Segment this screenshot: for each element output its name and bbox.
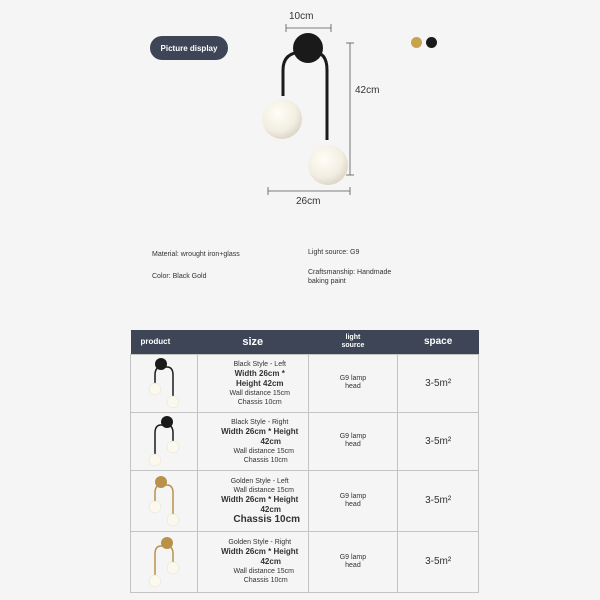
size-dimension-line1: Width 26cm * Height — [221, 495, 299, 504]
craftsmanship-line2: baking paint — [308, 278, 346, 285]
size-dimension-line1: Width 26cm * Height — [221, 426, 299, 436]
style-name: Golden Style - Left — [230, 478, 289, 485]
light-source-cell — [308, 412, 398, 470]
size-dimension-line1: Width 26cm * Height — [221, 547, 299, 556]
light-line1: G9 lamp — [339, 375, 367, 382]
color-spec: Color: Black Gold — [152, 273, 207, 280]
lamp-dimension-diagram — [255, 20, 365, 205]
golden-right-lamp-thumbnail — [147, 536, 181, 588]
light-source-cell — [308, 470, 398, 531]
chassis-size: Chassis 10cm — [243, 456, 288, 464]
chassis-size: Chassis 10cm — [233, 514, 301, 525]
light-line1: G9 lamp — [339, 433, 367, 440]
style-name: Golden Style - Right — [228, 539, 292, 546]
product-thumbnail-cell — [131, 470, 198, 531]
wall-distance: Wall distance 15cm — [233, 447, 294, 455]
black-right-lamp-thumbnail — [147, 415, 181, 467]
size-dimension-line2: 42cm — [260, 436, 281, 446]
size-cell — [197, 412, 308, 470]
chassis-size: Chassis 10cm — [237, 398, 282, 406]
table-row — [131, 531, 479, 592]
width-top-dimension-line — [286, 24, 331, 32]
black-left-lamp-thumbnail — [147, 357, 181, 409]
size-dimension-line2: 42cm — [260, 557, 281, 566]
product-thumbnail-cell — [131, 354, 198, 412]
header-space: space — [398, 330, 479, 354]
size-dimension-line1: Width 26cm * — [234, 368, 285, 378]
space-cell: 3-5m² — [398, 354, 479, 412]
space-cell: 3-5m² — [398, 470, 479, 531]
picture-display-badge[interactable]: Picture display — [150, 36, 228, 60]
lamp-base-plate — [293, 33, 323, 63]
light-line1: G9 lamp — [339, 553, 367, 561]
size-dimension-line2: 42cm — [260, 505, 281, 514]
size-cell — [197, 354, 308, 412]
light-source-cell — [308, 354, 398, 412]
light-line2: head — [345, 561, 361, 569]
header-product: product — [131, 330, 198, 354]
product-thumbnail-cell — [131, 531, 198, 592]
height-label: 42cm — [355, 85, 380, 96]
width-top-label: 10cm — [289, 11, 314, 22]
space-cell: 3-5m² — [398, 412, 479, 470]
header-light-line2: source — [341, 341, 365, 349]
black-color-swatch[interactable] — [426, 37, 437, 48]
material-spec: Material: wrought iron+glass — [152, 251, 240, 258]
wall-distance: Wall distance 15cm — [233, 568, 294, 575]
table-row — [131, 354, 479, 412]
chassis-size: Chassis 10cm — [243, 577, 288, 584]
product-thumbnail-cell — [131, 412, 198, 470]
wall-distance: Wall distance 15cm — [229, 389, 290, 397]
header-light-line1: light — [345, 333, 361, 341]
width-bottom-label: 26cm — [296, 196, 321, 207]
size-cell — [197, 470, 308, 531]
light-line1: G9 lamp — [339, 492, 367, 500]
size-cell — [197, 531, 308, 592]
style-name: Black Style - Left — [233, 360, 286, 368]
light-source-cell — [308, 531, 398, 592]
table-header-row — [131, 330, 479, 354]
size-dimension-line2: Height 42cm — [235, 378, 284, 388]
style-name: Black Style - Right — [231, 418, 289, 426]
craftsmanship-spec — [308, 268, 391, 286]
wall-distance: Wall distance 15cm — [233, 487, 294, 494]
header-size: size — [197, 330, 308, 354]
light-line2: head — [345, 500, 361, 508]
glass-globe-left — [262, 99, 302, 139]
craftsmanship-line1: Craftsmanship: Handmade — [308, 269, 392, 276]
light-source-spec: Light source: G9 — [308, 249, 360, 256]
width-bottom-dimension-line — [268, 187, 350, 195]
table-row — [131, 470, 479, 531]
height-dimension-line — [346, 43, 354, 175]
product-spec-table — [130, 330, 479, 593]
space-cell: 3-5m² — [398, 531, 479, 592]
gold-color-swatch[interactable] — [411, 37, 422, 48]
header-light-source — [308, 330, 398, 354]
light-line2: head — [345, 383, 361, 390]
glass-globe-right — [308, 145, 348, 185]
table-row — [131, 412, 479, 470]
golden-left-lamp-thumbnail — [147, 475, 181, 527]
light-line2: head — [345, 441, 361, 448]
